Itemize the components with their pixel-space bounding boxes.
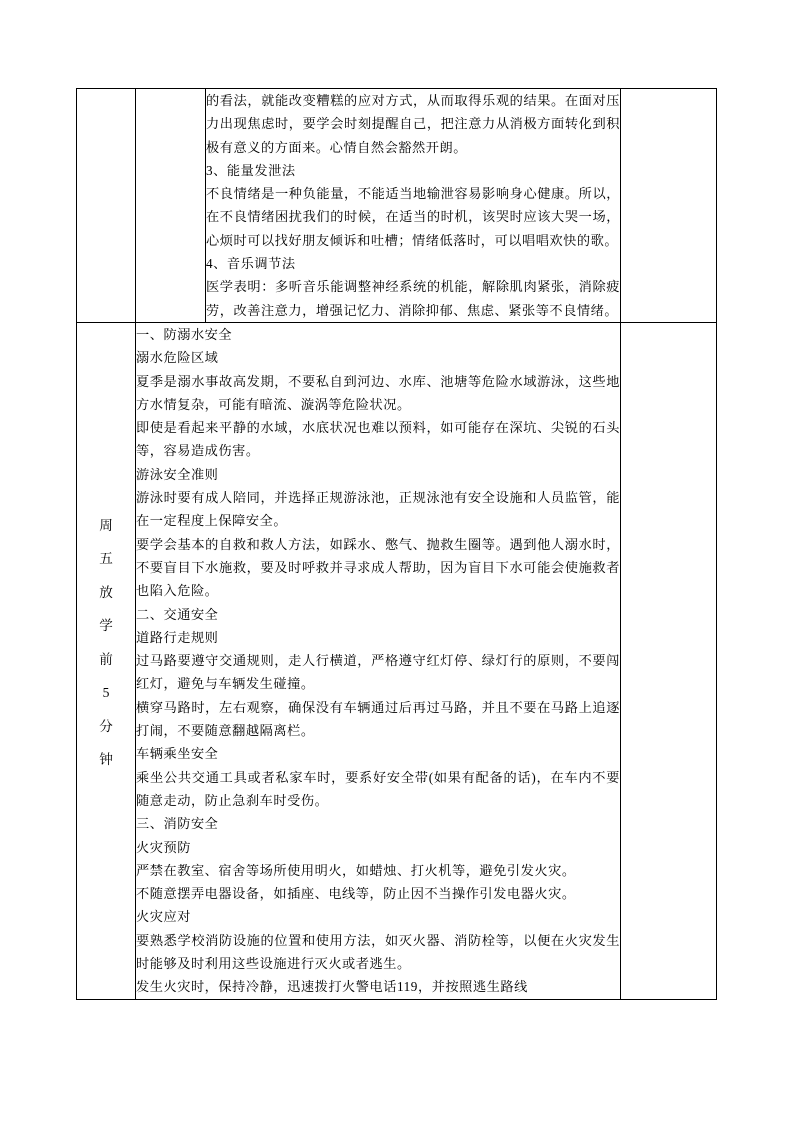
vertical-time-label bbox=[77, 323, 135, 963]
vertical-label-char: 钟 bbox=[99, 752, 113, 768]
paragraph: 过马路要遵守交通规则，走人行横道，严格遵守红灯停、绿灯行的原则，不要闯红灯，避免与车辆发生碰撞。 bbox=[136, 653, 620, 692]
paragraph: 3、能量发泄法 bbox=[206, 162, 296, 178]
vertical-label-char: 前 bbox=[99, 651, 113, 667]
row1-body-cell bbox=[136, 322, 621, 999]
vertical-label-char: 5 bbox=[102, 685, 110, 701]
paragraph: 火灾预防 bbox=[136, 839, 191, 855]
row1-label-cell bbox=[77, 322, 136, 999]
vertical-label-char: 五 bbox=[99, 551, 113, 567]
vertical-label-char: 放 bbox=[99, 584, 113, 600]
paragraph: 游泳安全准则 bbox=[136, 466, 219, 482]
row0-right-cell bbox=[621, 89, 717, 323]
paragraph: 溺水危险区域 bbox=[136, 350, 219, 366]
paragraph: 道路行走规则 bbox=[136, 629, 219, 645]
paragraph: 一、防溺水安全 bbox=[136, 326, 233, 342]
paragraph: 乘坐公共交通工具或者私家车时，要系好安全带(如果有配备的话)，在车内不要随意走动，防止急刹车时受伤。 bbox=[136, 769, 620, 808]
paragraph: 不随意摆弄电器设备，如插座、电线等，防止因不当操作引发电器火灾。 bbox=[136, 886, 576, 902]
paragraph: 不良情绪是一种负能量，不能适当地输泄容易影响身心健康。所以，在不良情绪困扰我们的时候，在适当的时机，该哭时应该大哭一场，心烦时可以找好朋友倾诉和吐槽；情绪低落时，可以唱唱欢快的歌。 bbox=[206, 186, 620, 248]
row0-body-cell bbox=[206, 89, 621, 323]
paragraph: 发生火灾时，保持冷静，迅速拨打火警电话119，并按照逃生路线 bbox=[136, 979, 528, 995]
paragraph: 火灾应对 bbox=[136, 909, 191, 925]
row0-label-cell bbox=[77, 89, 136, 323]
paragraph: 严禁在教室、宿舍等场所使用明火，如蜡烛、打火机等，避免引发火灾。 bbox=[136, 862, 576, 878]
paragraph: 要学会基本的自救和救人方法，如踩水、憋气、抛救生圈等。遇到他人溺水时，不要盲目下水施救，要及时呼救并寻求成人帮助，因为盲目下水可能会使施救者也陷入危险。 bbox=[136, 536, 620, 599]
table-row bbox=[77, 89, 717, 323]
content-table bbox=[76, 88, 717, 1000]
paragraph: 要熟悉学校消防设施的位置和使用方法，如灭火器、消防栓等，以便在火灾发生时能够及时利用这些设施进行灭火或者逃生。 bbox=[136, 932, 620, 971]
row1-right-cell bbox=[621, 322, 717, 999]
vertical-label-char: 分 bbox=[99, 718, 113, 734]
paragraph: 即使是看起来平静的水域，水底状况也难以预料，如可能存在深坑、尖锐的石头等，容易造成伤害。 bbox=[136, 420, 620, 459]
paragraph: 二、交通安全 bbox=[136, 606, 219, 622]
paragraph: 的看法，就能改变糟糕的应对方式，从而取得乐观的结果。在面对压力出现焦虑时，要学会时刻提醒自己，把注意力从消极方面转化到积极有意义的方面来。心情自然会豁然开朗。 bbox=[206, 93, 620, 155]
paragraph: 医学表明：多听音乐能调整神经系统的机能，解除肌肉紧张，消除疲劳，改善注意力，增强记忆力、消除抑郁、焦虑、紧张等不良情绪。 bbox=[206, 279, 620, 318]
vertical-label-char: 学 bbox=[99, 618, 113, 634]
paragraph: 横穿马路时，左右观察，确保没有车辆通过后再过马路，并且不要在马路上追逐打闹，不要随意翻越隔离栏。 bbox=[136, 699, 620, 739]
paragraph: 4、音乐调节法 bbox=[206, 256, 296, 272]
paragraph: 夏季是溺水事故高发期，不要私自到河边、水库、池塘等危险水域游泳，这些地方水情复杂，可能有暗流、漩涡等危险状况。 bbox=[136, 373, 620, 412]
paragraph: 三、消防安全 bbox=[136, 816, 219, 832]
row0-sub-cell bbox=[136, 89, 206, 323]
paragraph: 车辆乘坐安全 bbox=[136, 746, 219, 762]
table-row bbox=[77, 322, 717, 999]
vertical-label-char: 周 bbox=[99, 517, 113, 533]
paragraph: 游泳时要有成人陪同，并选择正规游泳池，正规泳池有安全设施和人员监管，能在一定程度上保障安全。 bbox=[136, 490, 620, 529]
